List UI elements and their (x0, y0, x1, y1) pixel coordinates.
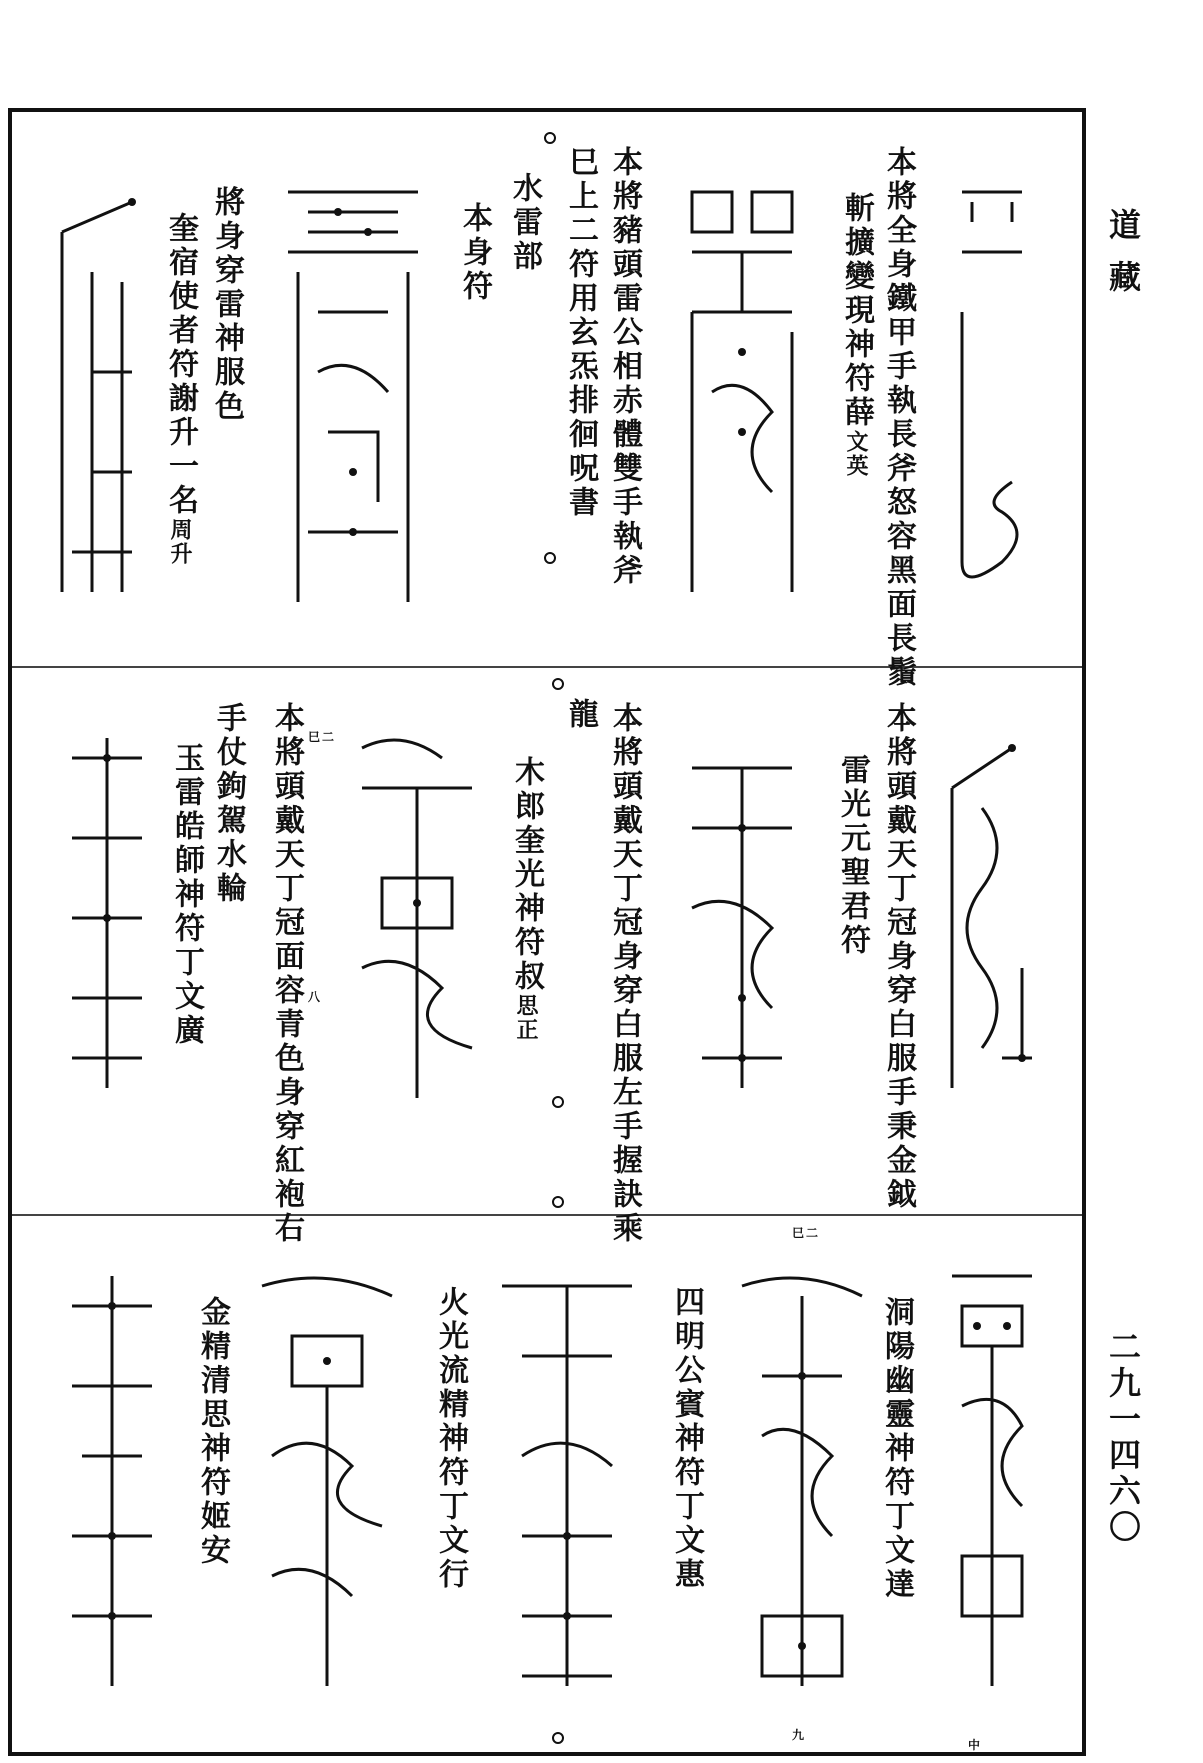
margin-mark: 九 (792, 1728, 807, 1742)
text-column: 本將頭戴天丁冠身穿白服左手握訣乘 (607, 702, 642, 1246)
talisman-10 (732, 1256, 872, 1706)
separator-circle (544, 132, 556, 144)
text-column: 水雷部 (507, 172, 542, 274)
talisman-13 (62, 1256, 162, 1696)
text-column: 本身符 (457, 202, 492, 304)
margin-mark: 八 (308, 990, 323, 1004)
separator-circle (552, 1096, 564, 1108)
separator-circle (552, 678, 564, 690)
talisman-4 (52, 192, 142, 612)
separator-circle (552, 1732, 564, 1744)
text-note: 思正 (513, 994, 539, 1042)
text-main: 本將頭戴天丁冠面容青色身穿紅袍右 (269, 702, 304, 1246)
text-column: 本將全身鐵甲手執長斧怒容黑面長鬚 (881, 146, 916, 690)
panel-bottom (12, 1216, 1082, 1752)
talisman-8 (62, 718, 152, 1098)
text-main: 木郎奎光神符叔 (509, 756, 544, 994)
text-column: 將身穿雷神服色 (209, 186, 244, 424)
talisman-2 (672, 172, 812, 612)
page-number: 二九一四六〇 (1104, 1330, 1142, 1546)
talisman-5 (942, 728, 1042, 1108)
text-main: 斬擴變現神符薛 (839, 192, 874, 430)
text-main: 奎宿使者符謝升一名 (163, 212, 198, 518)
margin-mark: 中 (968, 1738, 983, 1752)
text-column: 金精清思神符姬安 (195, 1296, 230, 1568)
text-note: 周升 (167, 518, 193, 566)
text-column (508, 756, 544, 1042)
text-column: 火光流精神符丁文行 (433, 1286, 468, 1592)
separator-circle (544, 552, 556, 564)
text-column: 本將頭戴天丁冠身穿白服手秉金鉞 (881, 702, 916, 1212)
margin-mark: 巳二 (308, 730, 337, 744)
margin-mark: 巳二 (792, 1226, 821, 1240)
text-column: 玉雷皓師神符丁文廣 (169, 742, 204, 1048)
text-column: 手仗鉤駕水輪 (211, 702, 246, 906)
text-column: 雷光元聖君符 (835, 754, 870, 958)
book-title: 道藏 (1104, 208, 1142, 312)
separator-circle (552, 1196, 564, 1208)
text-column: 洞陽幽靈神符丁文達 (879, 1296, 914, 1602)
talisman-1 (942, 162, 1042, 602)
talisman-12 (252, 1256, 402, 1706)
text-note: 文英 (843, 430, 869, 478)
talisman-3 (278, 172, 428, 612)
panel-middle (12, 668, 1082, 1246)
text-column (268, 702, 304, 1246)
talisman-6 (672, 728, 812, 1108)
panel-top (12, 112, 1082, 690)
text-column: 本將豬頭雷公相赤體雙手執斧 (607, 146, 642, 588)
talisman-9 (942, 1256, 1042, 1696)
page-frame (8, 108, 1086, 1756)
text-column (838, 192, 874, 478)
text-column: 四明公賓神符丁文惠 (669, 1286, 704, 1592)
talisman-7 (342, 718, 492, 1108)
talisman-11 (492, 1256, 642, 1706)
text-column: 巳上二符用玄炁排徊呪書 (563, 146, 598, 520)
text-column (162, 212, 198, 566)
text-column: 龍 (563, 698, 598, 732)
